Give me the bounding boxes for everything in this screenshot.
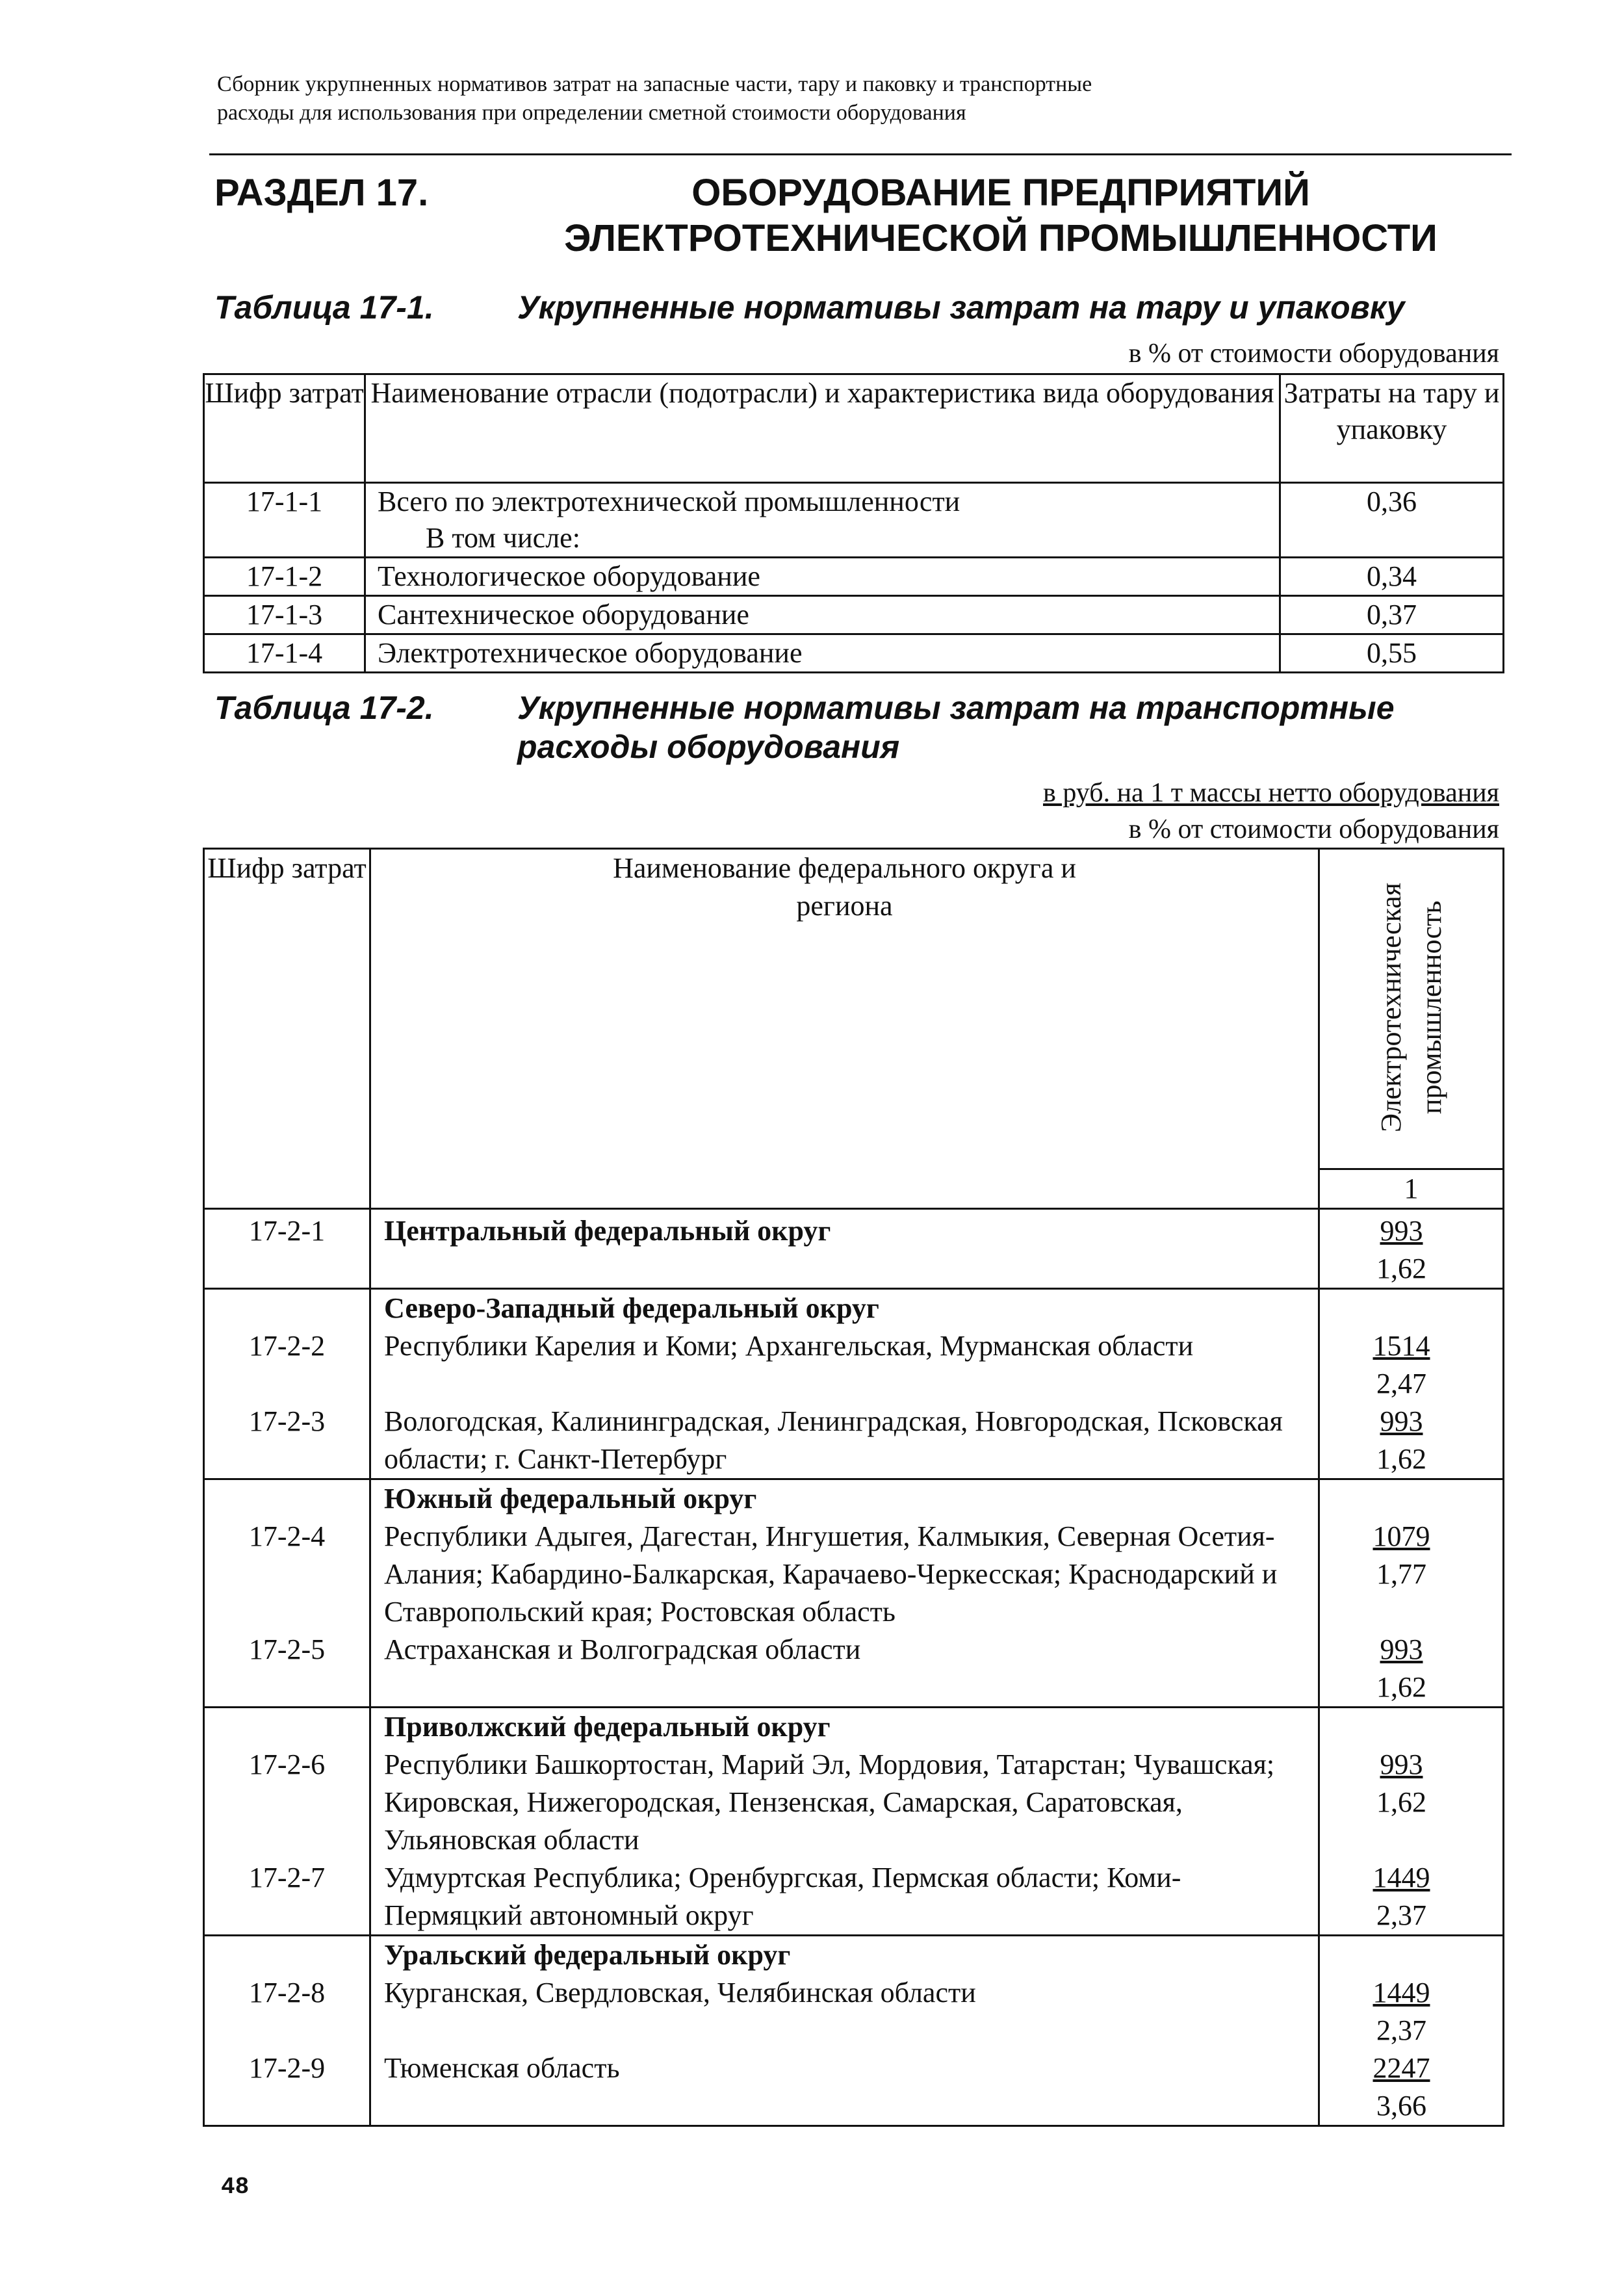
table2-code: 17-2-6 xyxy=(248,1748,326,1780)
table2-label: Таблица 17-2. xyxy=(214,690,434,726)
table2-code: 17-2-9 xyxy=(248,2052,326,2084)
table2-code-cell xyxy=(204,1936,370,2126)
running-header xyxy=(217,70,1517,127)
table2-value xyxy=(1319,1936,1504,2126)
table2-code: 17-2-8 xyxy=(248,1977,326,2008)
table-row xyxy=(204,1209,1504,1289)
table2-value-percent: 2,47 xyxy=(1376,1368,1426,1399)
table2-value-rub: 1449 xyxy=(1373,1862,1430,1893)
table2-region: Вологодская, Калининградская, Ленинградская, Новгородская, Псковская области; г. Санкт-Петербург xyxy=(384,1405,1283,1475)
table2-value-rub: 2247 xyxy=(1373,2052,1430,2084)
table2-code-cell xyxy=(204,1708,370,1936)
table2-value xyxy=(1319,1209,1504,1289)
table2-region: Астраханская и Волгоградская области xyxy=(384,1633,861,1665)
table1-name: Сантехническое оборудование xyxy=(365,596,1280,634)
table2-district-heading: Уральский федеральный округ xyxy=(384,1939,791,1971)
section-number: РАЗДЕЛ 17. xyxy=(214,172,429,214)
table-17-2 xyxy=(203,848,1504,2127)
running-header-line-2: расходы для использования при определении сметной стоимости оборудования xyxy=(217,101,966,125)
table2-region: Республики Башкортостан, Марий Эл, Мордовия, Татарстан; Чувашская; Кировская, Нижегородская, Пензенская, Самарская, Саратовская, Ульяновская области xyxy=(384,1748,1275,1856)
table-row xyxy=(204,634,1504,673)
table1-header-row xyxy=(204,374,1504,483)
table1-unit: в % от стоимости оборудования xyxy=(1128,339,1499,369)
table2-region: Республики Карелия и Коми; Архангельская, Мурманская области xyxy=(384,1330,1194,1362)
table2-code-cell xyxy=(204,1289,370,1479)
table1-header-value: Затраты на тару и упаковку xyxy=(1280,374,1504,483)
table2-region: Курганская, Свердловская, Челябинская области xyxy=(384,1977,976,2008)
table2-name-cell xyxy=(370,1289,1319,1479)
table2-value-rub: 993 xyxy=(1380,1748,1423,1780)
table2-value xyxy=(1319,1289,1504,1479)
table1-code: 17-1-4 xyxy=(204,634,365,673)
table2-name-cell xyxy=(370,1479,1319,1708)
running-header-line-1: Сборник укрупненных нормативов затрат на запасные части, тару и паковку и транспортные xyxy=(217,72,1092,96)
table2-code: 17-2-7 xyxy=(248,1862,326,1893)
table1-name: Электротехническое оборудование xyxy=(365,634,1280,673)
table2-code: 17-2-2 xyxy=(248,1330,326,1362)
table2-value-rub: 993 xyxy=(1380,1633,1423,1665)
table-row xyxy=(204,483,1504,558)
table1-code: 17-1-3 xyxy=(204,596,365,634)
header-divider xyxy=(209,153,1512,155)
table-row xyxy=(204,1479,1504,1708)
table1-label: Таблица 17-1. xyxy=(214,289,434,326)
page-number: 48 xyxy=(221,2174,250,2200)
table2-value-percent: 3,66 xyxy=(1376,2090,1426,2122)
table2-value-percent: 1,77 xyxy=(1376,1558,1426,1590)
table1-name-text: Всего по электротехнической промышленности xyxy=(378,486,960,517)
table2-value-rub: 993 xyxy=(1380,1405,1423,1437)
table1-code: 17-1-2 xyxy=(204,558,365,596)
table2-region: Тюменская область xyxy=(384,2052,620,2084)
table2-title-line-1: Укрупненные нормативы затрат на транспортные xyxy=(517,690,1395,726)
table-row xyxy=(204,1289,1504,1479)
table2-title-line-2: расходы оборудования xyxy=(517,729,900,765)
table-17-1 xyxy=(203,373,1504,673)
table2-header-column-number: 1 xyxy=(1319,1169,1504,1209)
table2-header-code: Шифр затрат xyxy=(204,849,370,1209)
table1-header-code: Шифр затрат xyxy=(204,374,365,483)
table2-region: Республики Адыгея, Дагестан, Ингушетия, Калмыкия, Северная Осетия-Алания; Кабардино-Балкарская, Карачаево-Черкесская; Краснодарский и Ставропольский края; Ростовская область xyxy=(384,1520,1278,1628)
table1-value: 0,34 xyxy=(1280,558,1504,596)
table1-subtitle: В том числе: xyxy=(426,522,580,554)
table1-name xyxy=(365,483,1280,558)
table1-code: 17-1-1 xyxy=(204,483,365,558)
table2-unit-percent: в % от стоимости оборудования xyxy=(1128,814,1499,844)
table2-code: 17-2-4 xyxy=(248,1520,326,1552)
table-row xyxy=(204,596,1504,634)
table2-value-percent: 1,62 xyxy=(1376,1786,1426,1818)
table2-value xyxy=(1319,1479,1504,1708)
table2-name-cell xyxy=(370,1708,1319,1936)
table1-header-name: Наименование отрасли (подотрасли) и характеристика вида оборудования xyxy=(365,374,1280,483)
table2-district-heading: Южный федеральный округ xyxy=(384,1483,757,1514)
table2-district-heading: Северо-Западный федеральный округ xyxy=(384,1292,879,1324)
table2-code: 17-2-5 xyxy=(248,1633,326,1665)
table2-value-rub: 1079 xyxy=(1373,1520,1430,1552)
table2-value-percent: 2,37 xyxy=(1376,1899,1426,1931)
table2-value-rub: 993 xyxy=(1380,1215,1423,1247)
table2-code: 17-2-1 xyxy=(204,1209,370,1289)
table2-value-percent: 1,62 xyxy=(1376,1443,1426,1475)
table2-code: 17-2-3 xyxy=(248,1405,326,1437)
table1-title: Укрупненные нормативы затрат на тару и упаковку xyxy=(517,289,1405,326)
table1-value: 0,55 xyxy=(1280,634,1504,673)
table2-name-cell xyxy=(370,1936,1319,2126)
table1-value: 0,36 xyxy=(1280,483,1504,558)
section-name: ОБОРУДОВАНИЕ ПРЕДПРИЯТИЙ ЭЛЕКТРОТЕХНИЧЕСКОЙ ПРОМЫШЛЕННОСТИ xyxy=(564,172,1437,259)
table2-value-rub: 1514 xyxy=(1373,1330,1430,1362)
table2-value-percent: 1,62 xyxy=(1376,1253,1426,1284)
table-row xyxy=(204,1936,1504,2126)
table-row xyxy=(204,1708,1504,1936)
table2-code-cell xyxy=(204,1479,370,1708)
table2-region: Удмуртская Республика; Оренбургская, Пермская области; Коми-Пермяцкий автономный округ xyxy=(384,1862,1181,1931)
table2-value-percent: 1,62 xyxy=(1376,1671,1426,1703)
table2-header-row xyxy=(204,849,1504,1169)
table2-header-value xyxy=(1319,849,1504,1169)
table1-value: 0,37 xyxy=(1280,596,1504,634)
table2-header-name: Наименование федерального округа и региона xyxy=(370,849,1319,1209)
table1-name: Технологическое оборудование xyxy=(365,558,1280,596)
table2-district-heading: Приволжский федеральный округ xyxy=(384,1711,831,1743)
table2-header-value-text: Электротехническая промышленность xyxy=(1374,883,1447,1132)
table2-unit-rub: в руб. на 1 т массы нетто оборудования xyxy=(1042,778,1499,808)
table2-value xyxy=(1319,1708,1504,1936)
table2-value-rub: 1449 xyxy=(1373,1977,1430,2008)
table-row xyxy=(204,558,1504,596)
table2-value-percent: 2,37 xyxy=(1376,2014,1426,2046)
table2-district-heading: Центральный федеральный округ xyxy=(370,1209,1319,1289)
